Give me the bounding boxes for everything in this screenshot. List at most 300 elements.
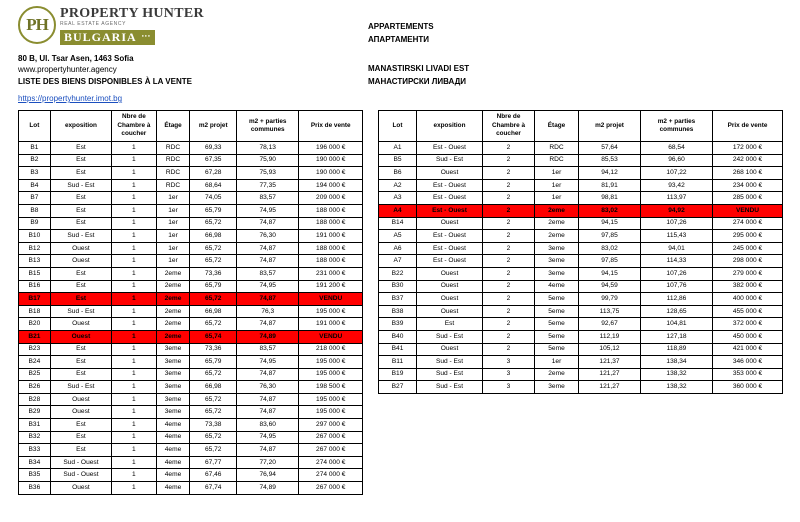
table-row <box>19 305 363 318</box>
cell-lot: B32 <box>19 431 51 444</box>
cell-m2: 73,36 <box>190 267 237 280</box>
col-price: Prix de vente <box>713 111 783 142</box>
cell-price: 188 000 € <box>299 217 363 230</box>
cell-m2-common: 74,89 <box>237 482 299 495</box>
cell-lot: B37 <box>379 293 417 306</box>
cell-exposition: Sud - Est <box>417 154 483 167</box>
cell-m2: 73,36 <box>190 343 237 356</box>
cell-lot: B15 <box>19 267 51 280</box>
cell-rooms: 2 <box>483 267 535 280</box>
cell-lot: B14 <box>379 217 417 230</box>
cell-lot: B7 <box>19 192 51 205</box>
cell-exposition: Sud - Est <box>417 368 483 381</box>
cell-m2-common: 94,01 <box>641 242 713 255</box>
cell-floor: 4eme <box>156 469 190 482</box>
cell-exposition: Ouest <box>50 242 111 255</box>
cell-m2: 65,72 <box>190 293 237 306</box>
cell-lot: B3 <box>19 167 51 180</box>
cell-m2: 57,64 <box>579 142 641 155</box>
cell-price: 209 000 € <box>299 192 363 205</box>
cell-m2-common: 118,89 <box>641 343 713 356</box>
cell-rooms: 2 <box>483 293 535 306</box>
table-row <box>19 167 363 180</box>
cell-floor: 4eme <box>156 482 190 495</box>
cell-rooms: 3 <box>483 381 535 394</box>
table-row <box>379 305 783 318</box>
cell-exposition: Ouest <box>417 293 483 306</box>
cell-rooms: 2 <box>483 318 535 331</box>
cell-floor: 5eme <box>535 305 579 318</box>
cell-exposition: Sud - Est <box>417 381 483 394</box>
cell-m2: 98,81 <box>579 192 641 205</box>
cell-exposition: Ouest <box>417 305 483 318</box>
cell-rooms: 1 <box>112 482 156 495</box>
company-website: www.propertyhunter.agency <box>18 65 117 74</box>
cell-floor: RDC <box>156 142 190 155</box>
cell-exposition: Sud - Ouest <box>50 456 111 469</box>
cell-m2-common: 107,76 <box>641 280 713 293</box>
cell-lot: B30 <box>379 280 417 293</box>
logo-wordmark <box>60 6 204 46</box>
cell-lot: B16 <box>19 280 51 293</box>
cell-price: 400 000 € <box>713 293 783 306</box>
cell-m2-common: 115,43 <box>641 230 713 243</box>
cell-m2: 73,38 <box>190 419 237 432</box>
table-row <box>379 318 783 331</box>
company-logo <box>18 6 378 46</box>
cell-m2-common: 76,30 <box>237 381 299 394</box>
cell-rooms: 1 <box>112 393 156 406</box>
cell-rooms: 1 <box>112 179 156 192</box>
cell-m2-common: 93,42 <box>641 179 713 192</box>
table-row <box>19 381 363 394</box>
cell-exposition: Ouest <box>50 482 111 495</box>
col-m2-common: m2 + parties communes <box>237 111 299 142</box>
cell-m2: 121,27 <box>579 381 641 394</box>
cell-m2: 65,72 <box>190 368 237 381</box>
cell-floor: 2eme <box>156 293 190 306</box>
cell-m2: 65,79 <box>190 356 237 369</box>
cell-rooms: 1 <box>112 330 156 343</box>
cell-floor: 3eme <box>535 255 579 268</box>
cell-price: 242 000 € <box>713 154 783 167</box>
cell-rooms: 2 <box>483 330 535 343</box>
cell-price: 190 000 € <box>299 167 363 180</box>
cell-rooms: 3 <box>483 368 535 381</box>
cell-price: 274 000 € <box>299 469 363 482</box>
cell-rooms: 1 <box>112 204 156 217</box>
cell-price: 245 000 € <box>713 242 783 255</box>
cell-exposition: Est - Ouest <box>417 204 483 217</box>
table-row <box>379 381 783 394</box>
cell-price: 353 000 € <box>713 368 783 381</box>
cell-price: 450 000 € <box>713 330 783 343</box>
cell-lot: B28 <box>19 393 51 406</box>
cell-m2: 65,72 <box>190 318 237 331</box>
cell-exposition: Ouest <box>50 318 111 331</box>
cell-rooms: 2 <box>483 305 535 318</box>
cell-price: 195 000 € <box>299 305 363 318</box>
cell-m2: 94,12 <box>579 167 641 180</box>
table-row <box>19 330 363 343</box>
cell-floor: 5eme <box>535 343 579 356</box>
cell-m2-common: 114,33 <box>641 255 713 268</box>
cell-lot: B8 <box>19 204 51 217</box>
cell-m2-common: 138,32 <box>641 368 713 381</box>
cell-m2: 68,64 <box>190 179 237 192</box>
cell-m2-common: 83,57 <box>237 343 299 356</box>
cell-exposition: Ouest <box>417 267 483 280</box>
cell-rooms: 1 <box>112 469 156 482</box>
table-row <box>19 280 363 293</box>
col-floor: Étage <box>156 111 190 142</box>
cell-lot: A7 <box>379 255 417 268</box>
col-m2: m2 projet <box>579 111 641 142</box>
cell-rooms: 2 <box>483 343 535 356</box>
cell-price: 285 000 € <box>713 192 783 205</box>
col-m2: m2 projet <box>190 111 237 142</box>
cell-price: 346 000 € <box>713 356 783 369</box>
cell-exposition: Sud - Est <box>50 230 111 243</box>
cell-m2: 65,72 <box>190 242 237 255</box>
cell-lot: B18 <box>19 305 51 318</box>
cell-floor: 2eme <box>156 267 190 280</box>
table-row <box>19 368 363 381</box>
cell-m2-common: 107,22 <box>641 167 713 180</box>
col-rooms: Nbre de Chambre à coucher <box>483 111 535 142</box>
cell-m2: 85,53 <box>579 154 641 167</box>
cell-price: 360 000 € <box>713 381 783 394</box>
cell-lot: B25 <box>19 368 51 381</box>
cell-m2-common: 94,92 <box>641 204 713 217</box>
col-rooms: Nbre de Chambre à coucher <box>112 111 156 142</box>
cell-price: 267 000 € <box>299 482 363 495</box>
logo-country-label: BULGARIA <box>64 30 137 44</box>
cell-rooms: 1 <box>112 356 156 369</box>
logo-monogram-icon: PH <box>18 6 56 44</box>
cell-m2-common: 74,89 <box>237 330 299 343</box>
cell-exposition: Est <box>50 293 111 306</box>
cell-price: 297 000 € <box>299 419 363 432</box>
cell-lot: B20 <box>19 318 51 331</box>
table-row <box>379 368 783 381</box>
cell-m2-common: 128,65 <box>641 305 713 318</box>
cell-rooms: 3 <box>483 356 535 369</box>
cell-m2-common: 74,87 <box>237 406 299 419</box>
cell-m2-common: 107,26 <box>641 267 713 280</box>
table-row <box>19 469 363 482</box>
cell-floor: 2eme <box>156 318 190 331</box>
cell-exposition: Sud - Est <box>50 179 111 192</box>
cell-m2: 67,28 <box>190 167 237 180</box>
cell-m2: 94,15 <box>579 217 641 230</box>
cell-lot: B31 <box>19 419 51 432</box>
table-row <box>19 356 363 369</box>
cell-m2: 121,27 <box>579 368 641 381</box>
cell-m2: 65,72 <box>190 444 237 457</box>
cell-lot: A5 <box>379 230 417 243</box>
cell-rooms: 1 <box>112 368 156 381</box>
cell-exposition: Est <box>50 280 111 293</box>
cell-floor: 2eme <box>156 280 190 293</box>
cell-m2-common: 74,87 <box>237 368 299 381</box>
listing-link[interactable]: https://propertyhunter.imot.bg <box>18 94 123 103</box>
cell-rooms: 2 <box>483 167 535 180</box>
cell-price: VENDU <box>713 204 783 217</box>
cell-m2: 67,46 <box>190 469 237 482</box>
cell-price: 372 000 € <box>713 318 783 331</box>
cell-exposition: Est <box>417 318 483 331</box>
cell-m2: 105,12 <box>579 343 641 356</box>
table-row <box>379 204 783 217</box>
cell-exposition: Ouest <box>417 167 483 180</box>
cell-rooms: 1 <box>112 167 156 180</box>
cell-exposition: Ouest <box>50 393 111 406</box>
cell-floor: 4eme <box>535 280 579 293</box>
cell-rooms: 1 <box>112 305 156 318</box>
cell-lot: B26 <box>19 381 51 394</box>
cell-m2-common: 96,60 <box>641 154 713 167</box>
cell-price: 188 000 € <box>299 204 363 217</box>
cell-price: 191 000 € <box>299 318 363 331</box>
cell-floor: 3eme <box>156 393 190 406</box>
cell-price: 195 000 € <box>299 393 363 406</box>
table-header-row <box>379 111 783 142</box>
cell-rooms: 1 <box>112 431 156 444</box>
cell-rooms: 1 <box>112 456 156 469</box>
table-row <box>19 393 363 406</box>
cell-m2-common: 74,87 <box>237 444 299 457</box>
table-row <box>19 255 363 268</box>
right-header-apartments <box>368 20 434 46</box>
cell-floor: 5eme <box>535 293 579 306</box>
table-row <box>19 419 363 432</box>
cell-lot: A3 <box>379 192 417 205</box>
table-row <box>19 192 363 205</box>
cell-exposition: Sud - Est <box>50 305 111 318</box>
cell-price: 295 000 € <box>713 230 783 243</box>
right-header-project-bg: МАНАСТИРСКИ ЛИВАДИ <box>368 77 467 86</box>
cell-rooms: 1 <box>112 280 156 293</box>
cell-rooms: 1 <box>112 381 156 394</box>
cell-rooms: 2 <box>483 230 535 243</box>
cell-floor: 5eme <box>535 330 579 343</box>
cell-lot: B35 <box>19 469 51 482</box>
cell-price: VENDU <box>299 293 363 306</box>
cell-exposition: Sud - Est <box>417 356 483 369</box>
cell-exposition: Est - Ouest <box>417 179 483 192</box>
cell-lot: B27 <box>379 381 417 394</box>
cell-lot: B4 <box>19 179 51 192</box>
cell-m2-common: 77,35 <box>237 179 299 192</box>
cell-exposition: Est <box>50 192 111 205</box>
cell-price: 455 000 € <box>713 305 783 318</box>
cell-m2-common: 138,34 <box>641 356 713 369</box>
cell-price: 196 000 € <box>299 142 363 155</box>
cell-m2: 97,85 <box>579 255 641 268</box>
cell-price: 195 000 € <box>299 406 363 419</box>
cell-m2-common: 76,3 <box>237 305 299 318</box>
col-m2-common: m2 + parties communes <box>641 111 713 142</box>
cell-m2-common: 83,60 <box>237 419 299 432</box>
table-row <box>379 293 783 306</box>
cell-exposition: Est <box>50 419 111 432</box>
cell-price: 234 000 € <box>713 179 783 192</box>
cell-floor: 1er <box>535 179 579 192</box>
cell-lot: B38 <box>379 305 417 318</box>
cell-price: 188 000 € <box>299 255 363 268</box>
cell-m2: 94,59 <box>579 280 641 293</box>
cell-exposition: Est - Ouest <box>417 230 483 243</box>
cell-floor: 1er <box>535 356 579 369</box>
cell-rooms: 2 <box>483 280 535 293</box>
cell-m2: 92,67 <box>579 318 641 331</box>
table-row <box>379 330 783 343</box>
cell-lot: B11 <box>379 356 417 369</box>
cell-rooms: 2 <box>483 192 535 205</box>
cell-m2: 65,72 <box>190 255 237 268</box>
cell-rooms: 1 <box>112 154 156 167</box>
col-lot: Lot <box>19 111 51 142</box>
logo-title: PROPERTY HUNTER <box>60 6 204 21</box>
apartments-table-right <box>378 110 783 394</box>
cell-price: 231 000 € <box>299 267 363 280</box>
cell-lot: B19 <box>379 368 417 381</box>
cell-floor: 3eme <box>156 343 190 356</box>
cell-exposition: Est - Ouest <box>417 142 483 155</box>
cell-rooms: 1 <box>112 192 156 205</box>
cell-m2: 112,19 <box>579 330 641 343</box>
cell-m2: 65,72 <box>190 217 237 230</box>
cell-lot: B24 <box>19 356 51 369</box>
cell-m2: 66,98 <box>190 305 237 318</box>
cell-m2-common: 78,13 <box>237 142 299 155</box>
table-row <box>379 242 783 255</box>
table-row <box>19 406 363 419</box>
cell-lot: B40 <box>379 330 417 343</box>
cell-m2: 67,74 <box>190 482 237 495</box>
cell-lot: B34 <box>19 456 51 469</box>
cell-lot: B10 <box>19 230 51 243</box>
cell-m2: 67,77 <box>190 456 237 469</box>
cell-exposition: Sud - Est <box>417 330 483 343</box>
cell-m2: 81,91 <box>579 179 641 192</box>
left-table-body <box>19 142 363 495</box>
cell-exposition: Est <box>50 217 111 230</box>
cell-m2-common: 74,95 <box>237 204 299 217</box>
cell-floor: 1er <box>156 242 190 255</box>
cell-rooms: 2 <box>483 179 535 192</box>
cell-floor: 3eme <box>535 267 579 280</box>
cell-m2: 66,98 <box>190 381 237 394</box>
cell-lot: A4 <box>379 204 417 217</box>
cell-rooms: 1 <box>112 142 156 155</box>
cell-m2-common: 74,95 <box>237 280 299 293</box>
cell-m2-common: 74,87 <box>237 393 299 406</box>
cell-lot: B33 <box>19 444 51 457</box>
cell-lot: B17 <box>19 293 51 306</box>
right-header-project <box>368 62 469 88</box>
right-header-apartments-bg: АПАРТАМЕНТИ <box>368 35 430 44</box>
cell-exposition: Ouest <box>50 255 111 268</box>
table-row <box>19 230 363 243</box>
table-row <box>19 482 363 495</box>
cell-exposition: Est <box>50 267 111 280</box>
list-title: LISTE DES BIENS DISPONIBLES À LA VENTE <box>18 77 192 86</box>
cell-exposition: Ouest <box>417 343 483 356</box>
table-header-row <box>19 111 363 142</box>
cell-m2-common: 74,95 <box>237 431 299 444</box>
cell-floor: RDC <box>535 142 579 155</box>
cell-m2: 69,33 <box>190 142 237 155</box>
cell-floor: 3eme <box>156 406 190 419</box>
table-row <box>379 179 783 192</box>
cell-exposition: Est <box>50 368 111 381</box>
cell-lot: B5 <box>379 154 417 167</box>
cell-floor: 1er <box>156 204 190 217</box>
cell-m2-common: 74,87 <box>237 293 299 306</box>
table-row <box>379 217 783 230</box>
cell-price: 194 000 € <box>299 179 363 192</box>
cell-floor: RDC <box>156 167 190 180</box>
cell-price: 198 500 € <box>299 381 363 394</box>
cell-m2-common: 75,90 <box>237 154 299 167</box>
table-row <box>379 267 783 280</box>
cell-m2: 94,15 <box>579 267 641 280</box>
cell-m2: 65,72 <box>190 431 237 444</box>
cell-floor: 2eme <box>156 330 190 343</box>
cell-exposition: Est <box>50 444 111 457</box>
cell-lot: B2 <box>19 154 51 167</box>
cell-price: 279 000 € <box>713 267 783 280</box>
cell-floor: 3eme <box>156 381 190 394</box>
cell-rooms: 1 <box>112 217 156 230</box>
cell-exposition: Est <box>50 154 111 167</box>
cell-exposition: Est <box>50 142 111 155</box>
table-row <box>19 431 363 444</box>
cell-m2: 121,37 <box>579 356 641 369</box>
col-price: Prix de vente <box>299 111 363 142</box>
table-row <box>379 230 783 243</box>
right-header-apartments-fr: APPARTEMENTS <box>368 22 434 31</box>
cell-m2: 83,02 <box>579 204 641 217</box>
cell-rooms: 1 <box>112 419 156 432</box>
table-row <box>19 267 363 280</box>
cell-m2-common: 83,57 <box>237 192 299 205</box>
cell-price: 191 000 € <box>299 230 363 243</box>
cell-m2-common: 74,87 <box>237 255 299 268</box>
cell-m2-common: 83,57 <box>237 267 299 280</box>
cell-floor: 1er <box>156 192 190 205</box>
cell-price: 191 200 € <box>299 280 363 293</box>
cell-floor: 2eme <box>156 305 190 318</box>
cell-exposition: Est <box>50 204 111 217</box>
cell-lot: A1 <box>379 142 417 155</box>
cell-m2: 99,79 <box>579 293 641 306</box>
cell-price: VENDU <box>299 330 363 343</box>
cell-exposition: Sud - Ouest <box>50 469 111 482</box>
cell-lot: B22 <box>379 267 417 280</box>
table-row <box>19 204 363 217</box>
cell-floor: RDC <box>156 179 190 192</box>
cell-floor: 3eme <box>156 356 190 369</box>
right-header-project-fr: MANASTIRSKI LIVADI EST <box>368 64 470 73</box>
cell-rooms: 1 <box>112 406 156 419</box>
cell-exposition: Est <box>50 343 111 356</box>
cell-floor: 3eme <box>156 368 190 381</box>
cell-exposition: Ouest <box>50 406 111 419</box>
cell-floor: 2eme <box>535 230 579 243</box>
